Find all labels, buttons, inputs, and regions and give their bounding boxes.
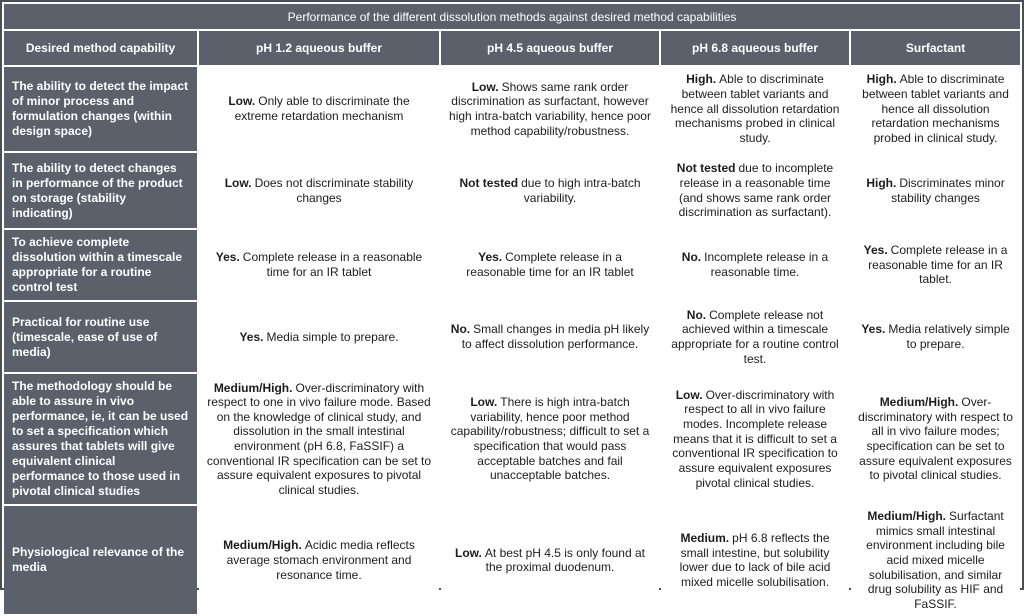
row-capability: Physiological relevance of the media bbox=[4, 506, 197, 614]
row-capability: To achieve complete dissolution within a timescale appropriate for a routine control test bbox=[4, 230, 197, 300]
cell-r3-ph45: Yes. Complete release in a reasonable time for an IR tablet bbox=[441, 230, 659, 300]
table-row bbox=[4, 67, 1020, 151]
cell-r5-surfactant: Medium/High. Over-discriminatory with respect to all in vivo failure modes; specification can be set to assure equivalent exposures to pivotal clinical studies. bbox=[851, 374, 1020, 504]
cell-r2-surfactant: High. Discriminates minor stability changes bbox=[851, 153, 1020, 228]
table-row bbox=[4, 153, 1020, 228]
cell-r4-ph12: Yes. Media simple to prepare. bbox=[199, 302, 439, 372]
table-title: Performance of the different dissolution methods against desired method capabilities bbox=[4, 4, 1020, 29]
table-row bbox=[4, 230, 1020, 300]
cell-r6-ph68: Medium. pH 6.8 reflects the small intestine, but solubility lower due to lack of bile acid mixed micelle solubilisation. bbox=[661, 506, 849, 614]
row-capability: Practical for routine use (timescale, ease of use of media) bbox=[4, 302, 197, 372]
row-capability: The ability to detect changes in performance of the product on storage (stability indicating) bbox=[4, 153, 197, 228]
row-capability: The ability to detect the impact of minor process and formulation changes (within design space) bbox=[4, 67, 197, 151]
row-capability: The methodology should be able to assure in vivo performance, ie, it can be used to set a specification which assures that tablets will give equivalent clinical performance to those used in pivotal clinical studies bbox=[4, 374, 197, 504]
cell-r2-ph45: Not tested due to high intra-batch variability. bbox=[441, 153, 659, 228]
column-header-ph12: pH 1.2 aqueous buffer bbox=[199, 31, 439, 65]
cell-r2-ph68: Not tested due to incomplete release in a reasonable time (and shows same rank order discrimination as surfactant). bbox=[661, 153, 849, 228]
title-row bbox=[4, 4, 1020, 29]
cell-r5-ph12: Medium/High. Over-discriminatory with respect to one in vivo failure mode. Based on the knowledge of clinical study, and dissolution in the small intestinal environment (pH 6.8, FaSSIF) a conventional IR specification can be set to assure equivalent exposures to pivotal clinical studies. bbox=[199, 374, 439, 504]
cell-r1-ph68: High. Able to discriminate between tablet variants and hence all dissolution retardation mechanisms probed in clinical study. bbox=[661, 67, 849, 151]
cell-r6-surfactant: Medium/High. Surfactant mimics small intestinal environment including bile acid mixed micelle solubilisation, and similar drug solubility as HIF and FaSSIF. bbox=[851, 506, 1020, 614]
cell-r6-ph45: Low. At best pH 4.5 is only found at the proximal duodenum. bbox=[441, 506, 659, 614]
cell-r1-ph45: Low. Shows same rank order discrimination as surfactant, however high intra-batch variability, hence poor method capability/robustness. bbox=[441, 67, 659, 151]
cell-r1-surfactant: High. Able to discriminate between tablet variants and hence all dissolution retardation mechanisms probed in clinical study. bbox=[851, 67, 1020, 151]
table bbox=[2, 2, 1022, 616]
cell-r3-surfactant: Yes. Complete release in a reasonable time for an IR tablet. bbox=[851, 230, 1020, 300]
cell-r1-ph12: Low. Only able to discriminate the extreme retardation mechanism bbox=[199, 67, 439, 151]
cell-r5-ph45: Low. There is high intra-batch variability, hence poor method capability/robustness; difficult to set a specification that would pass acceptable batches and fail unacceptable batches. bbox=[441, 374, 659, 504]
cell-r4-surfactant: Yes. Media relatively simple to prepare. bbox=[851, 302, 1020, 372]
cell-r3-ph12: Yes. Complete release in a reasonable time for an IR tablet bbox=[199, 230, 439, 300]
column-header-capability: Desired method capability bbox=[4, 31, 197, 65]
header-row bbox=[4, 31, 1020, 65]
cell-r3-ph68: No. Incomplete release in a reasonable time. bbox=[661, 230, 849, 300]
cell-r5-ph68: Low. Over-discriminatory with respect to all in vivo failure modes. Incomplete release means that it is difficult to set a conventional IR specification to assure equivalent exposures pivotal clinical studies. bbox=[661, 374, 849, 504]
table-row bbox=[4, 302, 1020, 372]
column-header-surfactant: Surfactant bbox=[851, 31, 1020, 65]
cell-r4-ph45: No. Small changes in media pH likely to affect dissolution performance. bbox=[441, 302, 659, 372]
cell-r2-ph12: Low. Does not discriminate stability changes bbox=[199, 153, 439, 228]
table-row bbox=[4, 506, 1020, 614]
column-header-ph68: pH 6.8 aqueous buffer bbox=[661, 31, 849, 65]
table-row bbox=[4, 374, 1020, 504]
cell-r6-ph12: Medium/High. Acidic media reflects average stomach environment and resonance time. bbox=[199, 506, 439, 614]
column-header-ph45: pH 4.5 aqueous buffer bbox=[441, 31, 659, 65]
cell-r4-ph68: No. Complete release not achieved within a timescale appropriate for a routine control test. bbox=[661, 302, 849, 372]
